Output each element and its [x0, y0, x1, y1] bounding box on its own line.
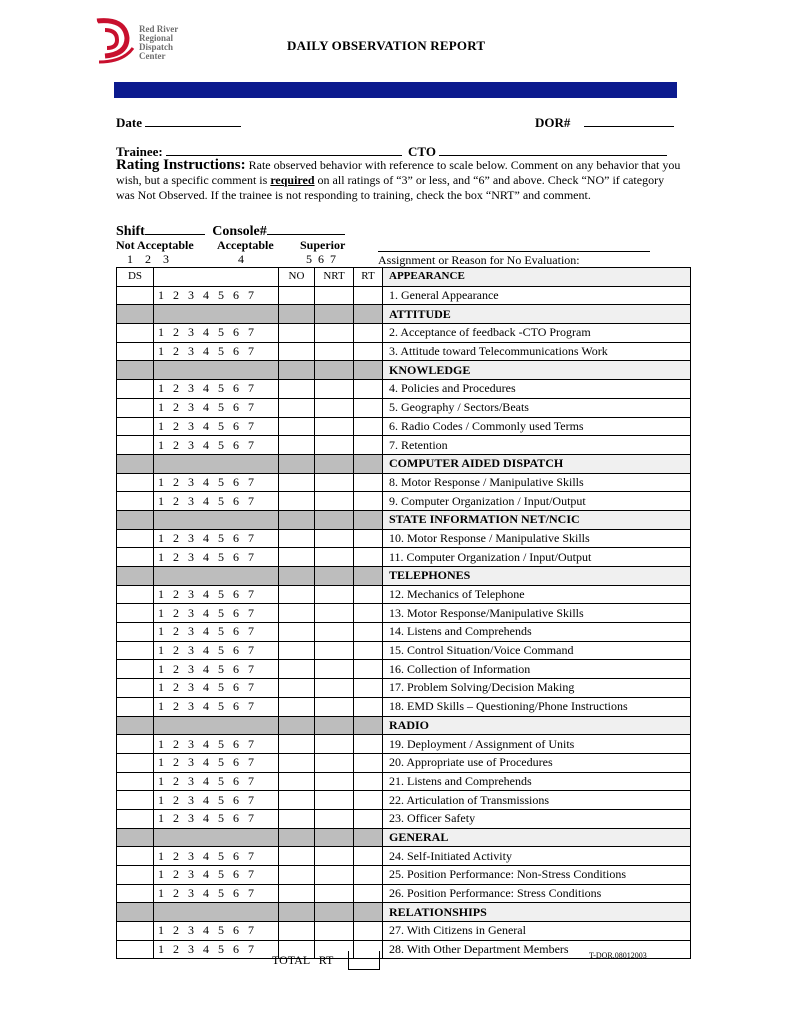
- category-title: KNOWLEDGE: [383, 361, 691, 380]
- ds-cell[interactable]: [117, 324, 154, 343]
- assignment-label: Assignment or Reason for No Evaluation:: [378, 253, 580, 267]
- no-checkbox[interactable]: [279, 417, 315, 436]
- form-id: T-DOR.08012003: [589, 951, 647, 960]
- no-checkbox[interactable]: [279, 398, 315, 417]
- rating-scale[interactable]: 1 2 3 4 5 6 7: [154, 529, 279, 548]
- category-fill: [279, 361, 315, 380]
- rating-scale[interactable]: 1 2 3 4 5 6 7: [154, 809, 279, 828]
- category-fill: [117, 567, 154, 586]
- category-fill: [279, 567, 315, 586]
- scale-header: [154, 268, 279, 287]
- category-fill: [279, 510, 315, 529]
- rating-scale[interactable]: 1 2 3 4 5 6 7: [154, 585, 279, 604]
- rt-checkbox[interactable]: [354, 753, 383, 772]
- ds-cell[interactable]: [117, 604, 154, 623]
- rt-checkbox[interactable]: [354, 436, 383, 455]
- category-fill: [117, 510, 154, 529]
- nrt-checkbox[interactable]: [315, 604, 354, 623]
- ds-cell[interactable]: [117, 398, 154, 417]
- ds-cell[interactable]: [117, 753, 154, 772]
- scale-acceptable: Acceptable: [217, 238, 274, 252]
- rating-instructions: [116, 158, 681, 203]
- category-row: [117, 361, 691, 380]
- rt-checkbox[interactable]: [354, 324, 383, 343]
- rt-checkbox[interactable]: [354, 866, 383, 885]
- header-banner: [114, 82, 677, 98]
- category-fill: [315, 510, 354, 529]
- no-checkbox[interactable]: [279, 884, 315, 903]
- rt-checkbox[interactable]: [354, 473, 383, 492]
- ds-cell[interactable]: [117, 492, 154, 511]
- shift-label: Shift: [116, 224, 145, 239]
- logo-text: [139, 25, 178, 61]
- category-fill: [117, 903, 154, 922]
- no-checkbox[interactable]: [279, 772, 315, 791]
- ds-cell[interactable]: [117, 641, 154, 660]
- item-label: 5. Geography / Sectors/Beats: [383, 398, 691, 417]
- total-rt-label: TOTAL RT: [272, 953, 334, 967]
- category-row: [117, 567, 691, 586]
- rating-scale[interactable]: 1 2 3 4 5 6 7: [154, 922, 279, 941]
- nrt-checkbox[interactable]: [315, 847, 354, 866]
- category-row: [117, 454, 691, 473]
- ds-cell[interactable]: [117, 809, 154, 828]
- category-fill: [117, 828, 154, 847]
- ds-header: DS: [117, 268, 154, 287]
- item-label: 23. Officer Safety: [383, 809, 691, 828]
- item-label: 20. Appropriate use of Procedures: [383, 753, 691, 772]
- console-blank[interactable]: [267, 222, 345, 235]
- ds-cell[interactable]: [117, 884, 154, 903]
- nrt-checkbox[interactable]: [315, 417, 354, 436]
- category-row: [117, 305, 691, 324]
- nrt-checkbox[interactable]: [315, 324, 354, 343]
- category-fill: [154, 510, 279, 529]
- category-fill: [154, 567, 279, 586]
- nrt-checkbox[interactable]: [315, 529, 354, 548]
- category-fill: [279, 305, 315, 324]
- date-field[interactable]: [116, 114, 241, 131]
- item-row: [117, 753, 691, 772]
- category-fill: [315, 305, 354, 324]
- item-label: 11. Computer Organization / Input/Output: [383, 548, 691, 567]
- nrt-checkbox[interactable]: [315, 286, 354, 305]
- rt-checkbox[interactable]: [354, 342, 383, 361]
- item-label: 13. Motor Response/Manipulative Skills: [383, 604, 691, 623]
- rt-checkbox[interactable]: [354, 735, 383, 754]
- scale-not-acceptable: Not Acceptable: [116, 238, 194, 252]
- item-row: [117, 772, 691, 791]
- instructions-text-1: Rate observed behavior with reference to scale below. Comment on any behavior that you wish, but a specific comment is: [116, 158, 681, 187]
- rating-scale[interactable]: 1 2 3 4 5 6 7: [154, 753, 279, 772]
- nrt-checkbox[interactable]: [315, 548, 354, 567]
- rt-checkbox[interactable]: [354, 809, 383, 828]
- logo-line: Red River: [139, 24, 179, 34]
- rt-checkbox[interactable]: [354, 529, 383, 548]
- item-row: [117, 791, 691, 810]
- no-checkbox[interactable]: [279, 436, 315, 455]
- ds-cell[interactable]: [117, 660, 154, 679]
- no-checkbox[interactable]: [279, 847, 315, 866]
- rating-scale[interactable]: 1 2 3 4 5 6 7: [154, 772, 279, 791]
- category-fill: [154, 828, 279, 847]
- item-label: 15. Control Situation/Voice Command: [383, 641, 691, 660]
- item-row: [117, 436, 691, 455]
- rt-checkbox[interactable]: [354, 697, 383, 716]
- rating-scale[interactable]: 1 2 3 4 5 6 7: [154, 697, 279, 716]
- category-fill: [354, 567, 383, 586]
- nrt-checkbox[interactable]: [315, 623, 354, 642]
- nrt-checkbox[interactable]: [315, 641, 354, 660]
- rt-checkbox[interactable]: [354, 398, 383, 417]
- category-title: ATTITUDE: [383, 305, 691, 324]
- rating-scale[interactable]: 1 2 3 4 5 6 7: [154, 847, 279, 866]
- category-fill: [354, 361, 383, 380]
- category-fill: [354, 305, 383, 324]
- scale-na-numbers: 1 2 3: [127, 252, 169, 266]
- category-fill: [279, 828, 315, 847]
- no-checkbox[interactable]: [279, 286, 315, 305]
- rrrdc-logo-icon: [95, 18, 137, 64]
- item-row: [117, 529, 691, 548]
- item-label: 24. Self-Initiated Activity: [383, 847, 691, 866]
- dor-blank[interactable]: [584, 114, 674, 127]
- rt-checkbox[interactable]: [354, 660, 383, 679]
- rt-checkbox[interactable]: [354, 548, 383, 567]
- trainee-blank[interactable]: [166, 143, 402, 156]
- item-row: [117, 697, 691, 716]
- no-checkbox[interactable]: [279, 623, 315, 642]
- nrt-checkbox[interactable]: [315, 866, 354, 885]
- rating-scale[interactable]: 1 2 3 4 5 6 7: [154, 286, 279, 305]
- category-fill: [315, 361, 354, 380]
- rt-checkbox[interactable]: [354, 791, 383, 810]
- category-title: APPEARANCE: [383, 268, 691, 287]
- scale-su-numbers: 5 6 7: [306, 252, 336, 266]
- rating-scale[interactable]: 1 2 3 4 5 6 7: [154, 473, 279, 492]
- no-checkbox[interactable]: [279, 604, 315, 623]
- no-checkbox[interactable]: [279, 641, 315, 660]
- no-checkbox[interactable]: [279, 791, 315, 810]
- rating-scale[interactable]: 1 2 3 4 5 6 7: [154, 398, 279, 417]
- item-row: [117, 866, 691, 885]
- shift-blank[interactable]: [145, 222, 205, 235]
- item-label: 3. Attitude toward Telecommunications Work: [383, 342, 691, 361]
- ds-cell[interactable]: [117, 772, 154, 791]
- item-label: 27. With Citizens in General: [383, 922, 691, 941]
- nrt-checkbox[interactable]: [315, 735, 354, 754]
- item-label: 14. Listens and Comprehends: [383, 623, 691, 642]
- assignment-line: [378, 251, 650, 252]
- nrt-checkbox[interactable]: [315, 585, 354, 604]
- rt-checkbox[interactable]: [354, 884, 383, 903]
- rt-checkbox[interactable]: [354, 286, 383, 305]
- no-checkbox[interactable]: [279, 735, 315, 754]
- item-row: [117, 585, 691, 604]
- no-checkbox[interactable]: [279, 866, 315, 885]
- item-row: [117, 492, 691, 511]
- category-fill: [117, 454, 154, 473]
- no-checkbox[interactable]: [279, 809, 315, 828]
- item-label: 12. Mechanics of Telephone: [383, 585, 691, 604]
- console-label: Console#: [212, 224, 267, 239]
- item-row: [117, 809, 691, 828]
- ds-cell[interactable]: [117, 679, 154, 698]
- logo-line: Dispatch: [139, 42, 174, 52]
- rating-scale[interactable]: 1 2 3 4 5 6 7: [154, 417, 279, 436]
- item-label: 10. Motor Response / Manipulative Skills: [383, 529, 691, 548]
- item-label: 16. Collection of Information: [383, 660, 691, 679]
- ds-cell[interactable]: [117, 342, 154, 361]
- item-row: [117, 884, 691, 903]
- rating-scale[interactable]: 1 2 3 4 5 6 7: [154, 679, 279, 698]
- no-header: NO: [279, 268, 315, 287]
- no-checkbox[interactable]: [279, 922, 315, 941]
- item-row: [117, 922, 691, 941]
- rating-scale[interactable]: 1 2 3 4 5 6 7: [154, 735, 279, 754]
- logo-line: Center: [139, 51, 166, 61]
- item-label: 17. Problem Solving/Decision Making: [383, 679, 691, 698]
- nrt-checkbox[interactable]: [315, 679, 354, 698]
- category-title: RADIO: [383, 716, 691, 735]
- category-row: [117, 716, 691, 735]
- no-checkbox[interactable]: [279, 380, 315, 399]
- item-label: 26. Position Performance: Stress Conditions: [383, 884, 691, 903]
- rating-scale[interactable]: 1 2 3 4 5 6 7: [154, 324, 279, 343]
- item-label: 4. Policies and Procedures: [383, 380, 691, 399]
- rating-scale[interactable]: 1 2 3 4 5 6 7: [154, 884, 279, 903]
- category-fill: [279, 903, 315, 922]
- ds-cell[interactable]: [117, 548, 154, 567]
- category-fill: [315, 903, 354, 922]
- rt-checkbox[interactable]: [354, 380, 383, 399]
- rating-scale[interactable]: 1 2 3 4 5 6 7: [154, 604, 279, 623]
- item-label: 28. With Other Department Members: [383, 940, 691, 959]
- category-fill: [315, 454, 354, 473]
- rt-checkbox[interactable]: [354, 847, 383, 866]
- item-row: [117, 623, 691, 642]
- category-fill: [279, 716, 315, 735]
- rating-scale[interactable]: 1 2 3 4 5 6 7: [154, 641, 279, 660]
- rating-scale[interactable]: 1 2 3 4 5 6 7: [154, 492, 279, 511]
- rt-checkbox[interactable]: [354, 922, 383, 941]
- nrt-checkbox[interactable]: [315, 922, 354, 941]
- category-fill: [117, 361, 154, 380]
- ds-cell[interactable]: [117, 473, 154, 492]
- item-row: [117, 641, 691, 660]
- item-row: [117, 324, 691, 343]
- item-row: [117, 604, 691, 623]
- header-row: [117, 268, 691, 287]
- no-checkbox[interactable]: [279, 529, 315, 548]
- item-label: 2. Acceptance of feedback -CTO Program: [383, 324, 691, 343]
- category-fill: [354, 454, 383, 473]
- logo-line: Regional: [139, 33, 174, 43]
- item-label: 7. Retention: [383, 436, 691, 455]
- item-row: [117, 548, 691, 567]
- category-fill: [315, 716, 354, 735]
- item-row: [117, 679, 691, 698]
- dor-field[interactable]: [535, 114, 674, 131]
- nrt-checkbox[interactable]: [315, 492, 354, 511]
- instructions-text-2: on all ratings of “3” or less, and “6” and above. Check “NO” if category was Not Observed. If the trainee is not responding to training, check the box “NRT” and comment.: [116, 173, 665, 202]
- cto-label: CTO: [408, 144, 436, 159]
- rt-checkbox[interactable]: [354, 679, 383, 698]
- category-fill: [315, 828, 354, 847]
- ds-cell[interactable]: [117, 866, 154, 885]
- nrt-checkbox[interactable]: [315, 380, 354, 399]
- rt-checkbox[interactable]: [354, 641, 383, 660]
- category-row: [117, 903, 691, 922]
- no-checkbox[interactable]: [279, 585, 315, 604]
- rating-scale[interactable]: 1 2 3 4 5 6 7: [154, 623, 279, 642]
- category-fill: [354, 828, 383, 847]
- instructions-required: required: [270, 173, 315, 187]
- category-fill: [154, 903, 279, 922]
- category-title: COMPUTER AIDED DISPATCH: [383, 454, 691, 473]
- category-title: GENERAL: [383, 828, 691, 847]
- ds-cell[interactable]: [117, 791, 154, 810]
- rt-checkbox[interactable]: [354, 772, 383, 791]
- item-label: 19. Deployment / Assignment of Units: [383, 735, 691, 754]
- rating-scale[interactable]: 1 2 3 4 5 6 7: [154, 548, 279, 567]
- nrt-checkbox[interactable]: [315, 473, 354, 492]
- ds-cell[interactable]: [117, 417, 154, 436]
- ds-cell[interactable]: [117, 623, 154, 642]
- ds-cell[interactable]: [117, 735, 154, 754]
- dor-label: DOR#: [535, 115, 571, 130]
- category-fill: [154, 305, 279, 324]
- no-checkbox[interactable]: [279, 324, 315, 343]
- ds-cell[interactable]: [117, 286, 154, 305]
- item-row: [117, 847, 691, 866]
- item-row: [117, 398, 691, 417]
- rt-header: RT: [354, 268, 383, 287]
- rating-scale[interactable]: 1 2 3 4 5 6 7: [154, 866, 279, 885]
- ds-cell[interactable]: [117, 585, 154, 604]
- no-checkbox[interactable]: [279, 753, 315, 772]
- nrt-checkbox[interactable]: [315, 342, 354, 361]
- rating-scale[interactable]: 1 2 3 4 5 6 7: [154, 380, 279, 399]
- rt-checkbox[interactable]: [354, 492, 383, 511]
- no-checkbox[interactable]: [279, 492, 315, 511]
- category-fill: [154, 716, 279, 735]
- date-label: Date: [116, 115, 142, 130]
- no-checkbox[interactable]: [279, 660, 315, 679]
- no-checkbox[interactable]: [279, 679, 315, 698]
- total-rt-box[interactable]: [348, 951, 380, 970]
- no-checkbox[interactable]: [279, 697, 315, 716]
- rating-scale[interactable]: 1 2 3 4 5 6 7: [154, 342, 279, 361]
- category-row: [117, 828, 691, 847]
- ds-cell[interactable]: [117, 436, 154, 455]
- category-fill: [315, 567, 354, 586]
- item-label: 18. EMD Skills – Questioning/Phone Instructions: [383, 697, 691, 716]
- nrt-checkbox[interactable]: [315, 753, 354, 772]
- category-fill: [354, 716, 383, 735]
- ds-cell[interactable]: [117, 922, 154, 941]
- nrt-checkbox[interactable]: [315, 660, 354, 679]
- no-checkbox[interactable]: [279, 548, 315, 567]
- category-fill: [117, 716, 154, 735]
- item-label: 1. General Appearance: [383, 286, 691, 305]
- ds-cell[interactable]: [117, 380, 154, 399]
- item-label: 25. Position Performance: Non-Stress Conditions: [383, 866, 691, 885]
- nrt-header: NRT: [315, 268, 354, 287]
- rt-checkbox[interactable]: [354, 417, 383, 436]
- item-row: [117, 380, 691, 399]
- nrt-checkbox[interactable]: [315, 884, 354, 903]
- document-title: DAILY OBSERVATION REPORT: [287, 38, 486, 53]
- evaluation-table: [116, 267, 691, 959]
- category-title: STATE INFORMATION NET/NCIC: [383, 510, 691, 529]
- nrt-checkbox[interactable]: [315, 791, 354, 810]
- category-title: TELEPHONES: [383, 567, 691, 586]
- rating-scale[interactable]: 1 2 3 4 5 6 7: [154, 940, 279, 959]
- category-fill: [117, 305, 154, 324]
- category-fill: [154, 454, 279, 473]
- rt-checkbox[interactable]: [354, 623, 383, 642]
- rating-scale[interactable]: 1 2 3 4 5 6 7: [154, 660, 279, 679]
- category-fill: [154, 361, 279, 380]
- category-fill: [354, 903, 383, 922]
- nrt-checkbox[interactable]: [315, 809, 354, 828]
- item-row: [117, 660, 691, 679]
- item-row: [117, 473, 691, 492]
- cto-blank[interactable]: [439, 143, 667, 156]
- item-label: 22. Articulation of Transmissions: [383, 791, 691, 810]
- trainee-label: Trainee:: [116, 144, 163, 159]
- category-fill: [354, 510, 383, 529]
- item-label: 6. Radio Codes / Commonly used Terms: [383, 417, 691, 436]
- nrt-checkbox[interactable]: [315, 697, 354, 716]
- scale-ac-numbers: 4: [238, 252, 244, 266]
- instructions-heading: Rating Instructions:: [116, 157, 246, 173]
- item-label: 21. Listens and Comprehends: [383, 772, 691, 791]
- item-label: 9. Computer Organization / Input/Output: [383, 492, 691, 511]
- nrt-checkbox[interactable]: [315, 436, 354, 455]
- ds-cell[interactable]: [117, 847, 154, 866]
- nrt-checkbox[interactable]: [315, 772, 354, 791]
- no-checkbox[interactable]: [279, 342, 315, 361]
- item-row: [117, 342, 691, 361]
- no-checkbox[interactable]: [279, 473, 315, 492]
- scale-superior: Superior: [300, 238, 346, 252]
- ds-cell[interactable]: [117, 940, 154, 959]
- category-row: [117, 510, 691, 529]
- ds-cell[interactable]: [117, 529, 154, 548]
- item-row: [117, 286, 691, 305]
- rating-scale[interactable]: 1 2 3 4 5 6 7: [154, 436, 279, 455]
- rating-scale[interactable]: 1 2 3 4 5 6 7: [154, 791, 279, 810]
- rt-checkbox[interactable]: [354, 585, 383, 604]
- item-label: 8. Motor Response / Manipulative Skills: [383, 473, 691, 492]
- date-blank[interactable]: [145, 114, 241, 127]
- item-row: [117, 417, 691, 436]
- category-title: RELATIONSHIPS: [383, 903, 691, 922]
- item-row: [117, 735, 691, 754]
- nrt-checkbox[interactable]: [315, 398, 354, 417]
- category-fill: [279, 454, 315, 473]
- ds-cell[interactable]: [117, 697, 154, 716]
- rt-checkbox[interactable]: [354, 604, 383, 623]
